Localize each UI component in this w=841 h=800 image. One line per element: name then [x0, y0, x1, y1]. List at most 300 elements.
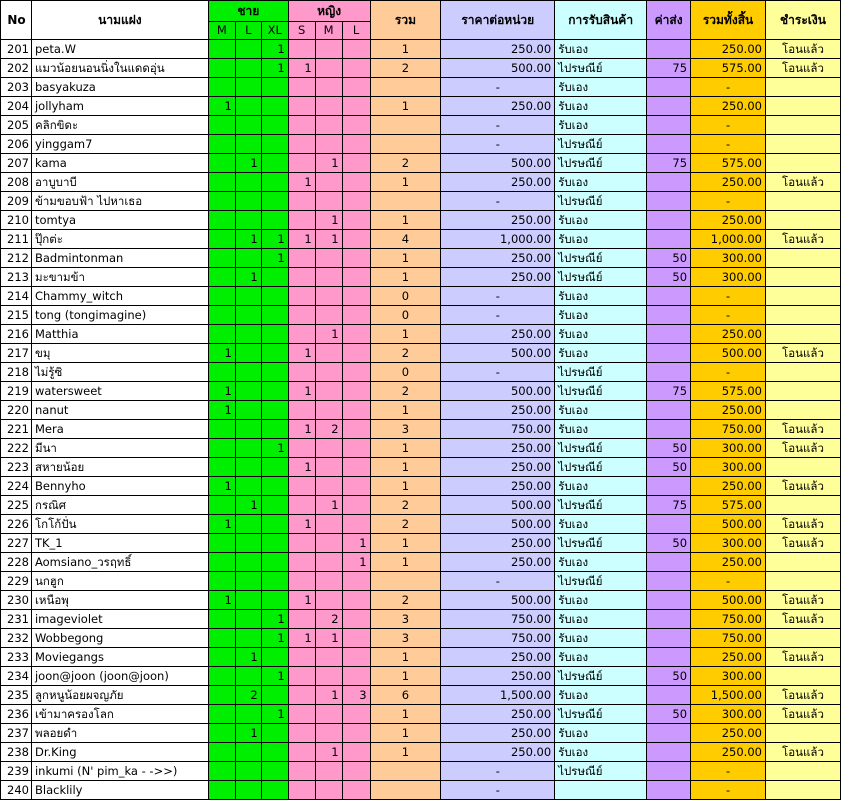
cell-shipping[interactable]: 50	[647, 667, 691, 686]
cell-payment[interactable]: โอนแล้ว	[765, 686, 840, 705]
cell-grand-total[interactable]: 750.00	[691, 610, 766, 629]
cell-unit-price[interactable]: 1,500.00	[441, 686, 555, 705]
cell-women-s[interactable]	[288, 439, 315, 458]
cell-men-l[interactable]	[235, 743, 261, 762]
cell-men-l[interactable]	[235, 192, 261, 211]
cell-name[interactable]: tomtya	[31, 211, 208, 230]
cell-total[interactable]: 0	[370, 287, 441, 306]
cell-women-l[interactable]	[342, 667, 370, 686]
cell-total[interactable]: 0	[370, 363, 441, 382]
cell-women-l[interactable]	[342, 515, 370, 534]
cell-grand-total[interactable]: 575.00	[691, 496, 766, 515]
cell-unit-price[interactable]: 500.00	[441, 382, 555, 401]
cell-men-l[interactable]	[235, 610, 261, 629]
cell-men-m[interactable]	[208, 762, 235, 781]
cell-women-m[interactable]	[315, 97, 342, 116]
cell-women-l[interactable]	[342, 173, 370, 192]
cell-unit-price[interactable]: 250.00	[441, 724, 555, 743]
cell-no[interactable]: 239	[1, 762, 32, 781]
cell-women-s[interactable]	[288, 40, 315, 59]
cell-shipping[interactable]	[647, 553, 691, 572]
cell-women-l[interactable]	[342, 705, 370, 724]
cell-women-m[interactable]	[315, 382, 342, 401]
cell-women-l[interactable]	[342, 192, 370, 211]
cell-delivery[interactable]: รับเอง	[555, 724, 647, 743]
cell-name[interactable]: Mera	[31, 420, 208, 439]
cell-women-s[interactable]	[288, 496, 315, 515]
cell-delivery[interactable]: รับเอง	[555, 173, 647, 192]
size-women-s[interactable]: S	[288, 22, 315, 40]
cell-men-xl[interactable]	[261, 686, 288, 705]
cell-total[interactable]	[370, 762, 441, 781]
cell-women-l[interactable]	[342, 610, 370, 629]
cell-men-l[interactable]	[235, 477, 261, 496]
cell-men-m[interactable]	[208, 439, 235, 458]
cell-women-s[interactable]	[288, 116, 315, 135]
cell-no[interactable]: 237	[1, 724, 32, 743]
cell-unit-price[interactable]: -	[441, 192, 555, 211]
cell-total[interactable]	[370, 116, 441, 135]
cell-men-l[interactable]	[235, 591, 261, 610]
cell-men-m[interactable]	[208, 496, 235, 515]
cell-women-s[interactable]	[288, 268, 315, 287]
cell-men-m[interactable]: 1	[208, 344, 235, 363]
cell-shipping[interactable]	[647, 173, 691, 192]
cell-grand-total[interactable]: 250.00	[691, 325, 766, 344]
cell-men-xl[interactable]	[261, 192, 288, 211]
cell-no[interactable]: 236	[1, 705, 32, 724]
cell-women-s[interactable]	[288, 572, 315, 591]
cell-name[interactable]: เหนือพุ	[31, 591, 208, 610]
cell-men-m[interactable]	[208, 724, 235, 743]
cell-shipping[interactable]	[647, 344, 691, 363]
cell-name[interactable]: คลิกขิดะ	[31, 116, 208, 135]
cell-grand-total[interactable]: -	[691, 192, 766, 211]
cell-women-l[interactable]	[342, 268, 370, 287]
cell-men-l[interactable]: 1	[235, 154, 261, 173]
cell-grand-total[interactable]: 750.00	[691, 420, 766, 439]
cell-women-s[interactable]: 1	[288, 629, 315, 648]
cell-name[interactable]: ขมุ	[31, 344, 208, 363]
cell-grand-total[interactable]: 500.00	[691, 515, 766, 534]
cell-delivery[interactable]: รับเอง	[555, 515, 647, 534]
cell-unit-price[interactable]: 250.00	[441, 268, 555, 287]
cell-shipping[interactable]	[647, 78, 691, 97]
cell-payment[interactable]: โอนแล้ว	[765, 439, 840, 458]
cell-men-xl[interactable]: 1	[261, 705, 288, 724]
cell-name[interactable]: nanut	[31, 401, 208, 420]
header-no[interactable]: No	[1, 1, 32, 40]
cell-unit-price[interactable]: 250.00	[441, 534, 555, 553]
cell-payment[interactable]	[765, 249, 840, 268]
cell-men-xl[interactable]: 1	[261, 40, 288, 59]
cell-men-l[interactable]	[235, 667, 261, 686]
cell-total[interactable]: 2	[370, 59, 441, 78]
cell-total[interactable]: 2	[370, 515, 441, 534]
cell-men-l[interactable]: 1	[235, 268, 261, 287]
cell-women-s[interactable]: 1	[288, 382, 315, 401]
cell-women-l[interactable]	[342, 496, 370, 515]
cell-name[interactable]: imageviolet	[31, 610, 208, 629]
cell-name[interactable]: แมวน้อยนอนนิ่งในแดดอุ่น	[31, 59, 208, 78]
cell-no[interactable]: 230	[1, 591, 32, 610]
cell-women-l[interactable]	[342, 401, 370, 420]
cell-payment[interactable]	[765, 762, 840, 781]
cell-name[interactable]: มะขามข้า	[31, 268, 208, 287]
cell-grand-total[interactable]: 250.00	[691, 401, 766, 420]
cell-grand-total[interactable]: 250.00	[691, 97, 766, 116]
cell-shipping[interactable]	[647, 401, 691, 420]
cell-women-m[interactable]	[315, 648, 342, 667]
cell-men-m[interactable]	[208, 230, 235, 249]
cell-shipping[interactable]	[647, 211, 691, 230]
cell-delivery[interactable]: ไปรษณีย์	[555, 249, 647, 268]
cell-women-l[interactable]: 1	[342, 553, 370, 572]
cell-men-l[interactable]	[235, 344, 261, 363]
cell-men-l[interactable]	[235, 572, 261, 591]
cell-payment[interactable]	[765, 496, 840, 515]
cell-shipping[interactable]	[647, 572, 691, 591]
cell-grand-total[interactable]: -	[691, 135, 766, 154]
cell-women-s[interactable]	[288, 287, 315, 306]
cell-women-l[interactable]	[342, 59, 370, 78]
cell-women-m[interactable]: 1	[315, 629, 342, 648]
header-men[interactable]: ชาย	[208, 1, 288, 22]
cell-no[interactable]: 217	[1, 344, 32, 363]
cell-shipping[interactable]: 50	[647, 249, 691, 268]
cell-grand-total[interactable]: 250.00	[691, 173, 766, 192]
cell-payment[interactable]	[765, 629, 840, 648]
cell-men-m[interactable]	[208, 78, 235, 97]
cell-women-s[interactable]	[288, 534, 315, 553]
cell-women-m[interactable]	[315, 534, 342, 553]
cell-name[interactable]: Badmintonman	[31, 249, 208, 268]
cell-men-l[interactable]	[235, 135, 261, 154]
cell-payment[interactable]: โอนแล้ว	[765, 591, 840, 610]
cell-shipping[interactable]	[647, 629, 691, 648]
cell-grand-total[interactable]: 250.00	[691, 743, 766, 762]
cell-women-l[interactable]	[342, 211, 370, 230]
cell-payment[interactable]	[765, 382, 840, 401]
cell-grand-total[interactable]: -	[691, 116, 766, 135]
cell-name[interactable]: Aomsiano_วรฤทธิ์	[31, 553, 208, 572]
cell-grand-total[interactable]: -	[691, 762, 766, 781]
cell-women-l[interactable]	[342, 743, 370, 762]
cell-no[interactable]: 208	[1, 173, 32, 192]
cell-name[interactable]: Wobbegong	[31, 629, 208, 648]
cell-men-l[interactable]	[235, 306, 261, 325]
cell-women-m[interactable]	[315, 553, 342, 572]
cell-women-s[interactable]	[288, 686, 315, 705]
cell-shipping[interactable]	[647, 192, 691, 211]
size-women-l[interactable]: L	[342, 22, 370, 40]
cell-men-l[interactable]	[235, 401, 261, 420]
cell-men-m[interactable]	[208, 306, 235, 325]
cell-unit-price[interactable]: -	[441, 78, 555, 97]
cell-men-xl[interactable]	[261, 515, 288, 534]
cell-men-xl[interactable]	[261, 743, 288, 762]
cell-men-m[interactable]	[208, 40, 235, 59]
cell-delivery[interactable]: ไปรษณีย์	[555, 534, 647, 553]
cell-unit-price[interactable]: 250.00	[441, 40, 555, 59]
cell-men-m[interactable]	[208, 553, 235, 572]
cell-unit-price[interactable]: 250.00	[441, 439, 555, 458]
cell-women-l[interactable]	[342, 572, 370, 591]
cell-men-l[interactable]	[235, 534, 261, 553]
cell-women-s[interactable]	[288, 743, 315, 762]
cell-women-s[interactable]	[288, 705, 315, 724]
cell-men-l[interactable]	[235, 287, 261, 306]
cell-men-m[interactable]	[208, 667, 235, 686]
cell-men-xl[interactable]	[261, 363, 288, 382]
header-women[interactable]: หญิง	[288, 1, 370, 22]
cell-men-m[interactable]: 1	[208, 401, 235, 420]
cell-men-xl[interactable]	[261, 496, 288, 515]
cell-unit-price[interactable]: 750.00	[441, 629, 555, 648]
cell-men-m[interactable]	[208, 743, 235, 762]
cell-grand-total[interactable]: 250.00	[691, 40, 766, 59]
cell-women-l[interactable]	[342, 116, 370, 135]
cell-delivery[interactable]	[555, 781, 647, 800]
cell-women-m[interactable]	[315, 591, 342, 610]
cell-payment[interactable]	[765, 192, 840, 211]
cell-men-xl[interactable]	[261, 591, 288, 610]
cell-men-l[interactable]	[235, 781, 261, 800]
cell-women-m[interactable]: 2	[315, 420, 342, 439]
cell-payment[interactable]	[765, 458, 840, 477]
cell-men-xl[interactable]	[261, 173, 288, 192]
cell-total[interactable]: 2	[370, 344, 441, 363]
cell-name[interactable]: Blacklily	[31, 781, 208, 800]
cell-women-l[interactable]	[342, 724, 370, 743]
cell-no[interactable]: 221	[1, 420, 32, 439]
cell-men-xl[interactable]	[261, 572, 288, 591]
cell-women-s[interactable]: 1	[288, 230, 315, 249]
cell-shipping[interactable]	[647, 97, 691, 116]
cell-no[interactable]: 233	[1, 648, 32, 667]
cell-men-m[interactable]: 1	[208, 382, 235, 401]
cell-delivery[interactable]: ไปรษณีย์	[555, 192, 647, 211]
cell-delivery[interactable]: รับเอง	[555, 477, 647, 496]
cell-unit-price[interactable]: 250.00	[441, 401, 555, 420]
cell-total[interactable]: 1	[370, 534, 441, 553]
cell-men-m[interactable]	[208, 211, 235, 230]
cell-men-l[interactable]	[235, 211, 261, 230]
cell-delivery[interactable]: ไปรษณีย์	[555, 363, 647, 382]
cell-grand-total[interactable]: 750.00	[691, 629, 766, 648]
cell-no[interactable]: 224	[1, 477, 32, 496]
cell-name[interactable]: กรณิศ	[31, 496, 208, 515]
cell-men-l[interactable]	[235, 629, 261, 648]
cell-no[interactable]: 223	[1, 458, 32, 477]
cell-women-s[interactable]: 1	[288, 458, 315, 477]
cell-delivery[interactable]: รับเอง	[555, 629, 647, 648]
cell-women-s[interactable]	[288, 762, 315, 781]
cell-men-m[interactable]	[208, 268, 235, 287]
cell-grand-total[interactable]: 575.00	[691, 154, 766, 173]
cell-no[interactable]: 209	[1, 192, 32, 211]
cell-women-m[interactable]	[315, 363, 342, 382]
cell-unit-price[interactable]: 500.00	[441, 515, 555, 534]
cell-grand-total[interactable]: 300.00	[691, 249, 766, 268]
cell-delivery[interactable]: รับเอง	[555, 230, 647, 249]
cell-women-l[interactable]	[342, 458, 370, 477]
cell-shipping[interactable]	[647, 40, 691, 59]
cell-delivery[interactable]: ไปรษณีย์	[555, 667, 647, 686]
cell-delivery[interactable]: รับเอง	[555, 306, 647, 325]
cell-men-l[interactable]	[235, 40, 261, 59]
cell-unit-price[interactable]: 250.00	[441, 743, 555, 762]
cell-men-xl[interactable]	[261, 306, 288, 325]
cell-men-xl[interactable]	[261, 268, 288, 287]
cell-men-l[interactable]	[235, 420, 261, 439]
size-women-m[interactable]: M	[315, 22, 342, 40]
cell-unit-price[interactable]: 250.00	[441, 477, 555, 496]
cell-no[interactable]: 206	[1, 135, 32, 154]
cell-shipping[interactable]	[647, 230, 691, 249]
cell-total[interactable]: 1	[370, 458, 441, 477]
cell-grand-total[interactable]: 1,000.00	[691, 230, 766, 249]
cell-women-m[interactable]	[315, 268, 342, 287]
cell-shipping[interactable]	[647, 686, 691, 705]
cell-no[interactable]: 204	[1, 97, 32, 116]
cell-no[interactable]: 219	[1, 382, 32, 401]
cell-total[interactable]: 2	[370, 496, 441, 515]
cell-women-m[interactable]: 1	[315, 211, 342, 230]
cell-women-l[interactable]	[342, 287, 370, 306]
cell-total[interactable]: 1	[370, 648, 441, 667]
cell-men-l[interactable]: 2	[235, 686, 261, 705]
cell-no[interactable]: 226	[1, 515, 32, 534]
cell-no[interactable]: 212	[1, 249, 32, 268]
cell-women-s[interactable]	[288, 363, 315, 382]
cell-no[interactable]: 220	[1, 401, 32, 420]
cell-no[interactable]: 235	[1, 686, 32, 705]
cell-women-m[interactable]	[315, 116, 342, 135]
cell-no[interactable]: 228	[1, 553, 32, 572]
cell-men-xl[interactable]	[261, 762, 288, 781]
cell-total[interactable]: 2	[370, 154, 441, 173]
cell-women-m[interactable]	[315, 40, 342, 59]
cell-unit-price[interactable]: 250.00	[441, 325, 555, 344]
cell-name[interactable]: ข้ามขอบฟ้า ไปหาเธอ	[31, 192, 208, 211]
cell-men-l[interactable]	[235, 382, 261, 401]
cell-name[interactable]: ไม่รู้ซิ	[31, 363, 208, 382]
cell-payment[interactable]	[765, 135, 840, 154]
cell-men-m[interactable]	[208, 629, 235, 648]
cell-women-m[interactable]	[315, 249, 342, 268]
cell-delivery[interactable]: รับเอง	[555, 401, 647, 420]
cell-women-l[interactable]	[342, 97, 370, 116]
cell-delivery[interactable]: ไปรษณีย์	[555, 154, 647, 173]
cell-payment[interactable]	[765, 667, 840, 686]
cell-no[interactable]: 218	[1, 363, 32, 382]
cell-men-m[interactable]	[208, 135, 235, 154]
cell-no[interactable]: 238	[1, 743, 32, 762]
cell-payment[interactable]: โอนแล้ว	[765, 173, 840, 192]
cell-women-m[interactable]	[315, 78, 342, 97]
cell-payment[interactable]	[765, 154, 840, 173]
cell-men-l[interactable]	[235, 59, 261, 78]
cell-delivery[interactable]: รับเอง	[555, 287, 647, 306]
cell-no[interactable]: 215	[1, 306, 32, 325]
cell-no[interactable]: 234	[1, 667, 32, 686]
cell-men-l[interactable]: 1	[235, 648, 261, 667]
cell-delivery[interactable]: รับเอง	[555, 40, 647, 59]
cell-men-l[interactable]	[235, 363, 261, 382]
cell-shipping[interactable]	[647, 781, 691, 800]
cell-total[interactable]	[370, 572, 441, 591]
cell-shipping[interactable]: 75	[647, 59, 691, 78]
cell-grand-total[interactable]: 575.00	[691, 59, 766, 78]
cell-women-l[interactable]	[342, 363, 370, 382]
cell-unit-price[interactable]: 750.00	[441, 610, 555, 629]
cell-men-xl[interactable]	[261, 211, 288, 230]
cell-payment[interactable]	[765, 325, 840, 344]
cell-delivery[interactable]: ไปรษณีย์	[555, 439, 647, 458]
cell-women-m[interactable]: 1	[315, 325, 342, 344]
cell-delivery[interactable]: รับเอง	[555, 116, 647, 135]
cell-no[interactable]: 205	[1, 116, 32, 135]
cell-grand-total[interactable]: 250.00	[691, 211, 766, 230]
cell-payment[interactable]: โอนแล้ว	[765, 420, 840, 439]
cell-total[interactable]: 1	[370, 268, 441, 287]
cell-total[interactable]: 3	[370, 420, 441, 439]
cell-women-s[interactable]: 1	[288, 591, 315, 610]
cell-men-m[interactable]	[208, 648, 235, 667]
cell-payment[interactable]: โอนแล้ว	[765, 344, 840, 363]
cell-name[interactable]: โกโก้ปั่น	[31, 515, 208, 534]
cell-grand-total[interactable]: 500.00	[691, 591, 766, 610]
cell-payment[interactable]	[765, 781, 840, 800]
cell-men-xl[interactable]	[261, 553, 288, 572]
cell-unit-price[interactable]: 250.00	[441, 458, 555, 477]
cell-men-l[interactable]	[235, 553, 261, 572]
cell-women-l[interactable]	[342, 344, 370, 363]
cell-men-l[interactable]	[235, 116, 261, 135]
cell-men-l[interactable]	[235, 173, 261, 192]
cell-delivery[interactable]: ไปรษณีย์	[555, 705, 647, 724]
cell-unit-price[interactable]: -	[441, 135, 555, 154]
cell-women-l[interactable]	[342, 154, 370, 173]
size-men-m[interactable]: M	[208, 22, 235, 40]
cell-men-xl[interactable]	[261, 135, 288, 154]
cell-men-l[interactable]	[235, 325, 261, 344]
cell-total[interactable]: 1	[370, 211, 441, 230]
cell-grand-total[interactable]: 300.00	[691, 458, 766, 477]
cell-payment[interactable]: โอนแล้ว	[765, 743, 840, 762]
cell-unit-price[interactable]: 500.00	[441, 496, 555, 515]
cell-men-xl[interactable]	[261, 287, 288, 306]
cell-payment[interactable]	[765, 724, 840, 743]
cell-men-l[interactable]	[235, 78, 261, 97]
cell-unit-price[interactable]: 250.00	[441, 553, 555, 572]
cell-delivery[interactable]: ไปรษณีย์	[555, 496, 647, 515]
cell-shipping[interactable]	[647, 477, 691, 496]
cell-no[interactable]: 201	[1, 40, 32, 59]
cell-payment[interactable]	[765, 78, 840, 97]
cell-name[interactable]: basyakuza	[31, 78, 208, 97]
cell-men-l[interactable]	[235, 705, 261, 724]
cell-men-m[interactable]	[208, 781, 235, 800]
cell-women-m[interactable]: 2	[315, 610, 342, 629]
cell-name[interactable]: kama	[31, 154, 208, 173]
cell-unit-price[interactable]: -	[441, 781, 555, 800]
cell-no[interactable]: 231	[1, 610, 32, 629]
cell-name[interactable]: watersweet	[31, 382, 208, 401]
cell-delivery[interactable]: รับเอง	[555, 344, 647, 363]
cell-women-l[interactable]	[342, 477, 370, 496]
